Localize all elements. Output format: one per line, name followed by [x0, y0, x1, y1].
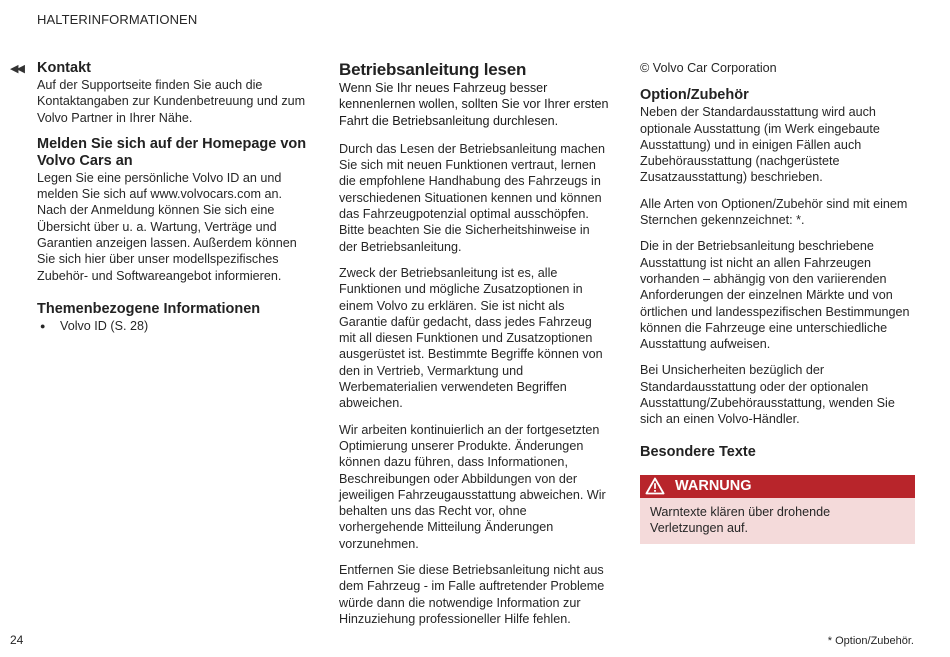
continued-icon: ◀◀: [10, 63, 23, 75]
options-paragraph-3: Die in der Betriebsanleitung beschriebene Ausstattung ist nicht an allen Fahrzeugen vorhanden – abhängig von den variierenden Anforderungen der einzelnen Märkte und von örtlichen und landesspezifischen Bestimmungen können die Fahrzeuge eine unterschiedliche Ausstattung aufweisen.: [640, 239, 910, 352]
contact-text: Auf der Supportseite finden Sie auch die Kontaktangaben zur Kundenbetreuung und zum Volvo Partner in Ihrer Nähe.: [37, 78, 306, 125]
options-heading: Option/Zubehör: [640, 87, 749, 104]
manual-intro: Wenn Sie Ihr neues Fahrzeug besser kennenlernen wollen, sollten Sie vor Ihrer ersten Fahrt die Betriebsanleitung durchlesen.: [339, 81, 609, 128]
options-paragraph-2: Alle Arten von Optionen/Zubehör sind mit einem Sternchen gekennzeichnet: *.: [640, 196, 908, 228]
column-right: [640, 60, 915, 544]
manual-paragraph-2: Zweck der Betriebsanleitung ist es, alle Funktionen und mögliche Zusatzoptionen in einem Volvo zu erklären. Sie ist nicht als Garantie dafür gedacht, dass jedes Fahrzeug mit all diesen Funktionen und Zusatzoptionen ausgerüstet ist. Bestimmte Begriffe können von den in Vertrieb, Vermarktung und Werbematerialien verwendeten Begriffen abweichen.: [339, 265, 603, 411]
warning-label: WARNUNG: [675, 477, 752, 494]
column-middle: [339, 60, 611, 637]
warning-header: [640, 475, 915, 498]
related-info-link-volvo-id[interactable]: ● Volvo ID (S. 28): [37, 318, 312, 334]
warning-box: [640, 475, 915, 545]
warning-triangle-icon: [645, 477, 665, 495]
manual-heading: Betriebsanleitung lesen: [339, 60, 527, 79]
page-header-title: HALTERINFORMATIONEN: [37, 12, 198, 27]
login-text: Legen Sie eine persönliche Volvo ID an und melden Sie sich auf www.volvocars.com an. Nach der Anmeldung können Sie sich eine Übersicht über u. a. Wartung, Verträge und Garantien anzeigen lassen. Außerdem können Sie sich hier über unser modellspezifisches Zubehör- und Softwareangebot informieren.: [37, 170, 297, 283]
copyright-text: © Volvo Car Corporation: [640, 61, 777, 75]
warning-text: Warntexte klären über drohende Verletzungen auf.: [640, 498, 915, 545]
contact-heading: Kontakt: [37, 60, 91, 76]
options-paragraph-1: Neben der Standardausstattung wird auch optionale Ausstattung (im Werk eingebaute Ausstattung) und in einigen Fällen auch Zubehörausstattung (nachgerüstete Zusatzausstattung) beschrieben.: [640, 105, 880, 185]
related-info-list: [37, 318, 312, 334]
options-paragraph-4: Bei Unsicherheiten bezüglich der Standardausstattung oder der optionalen Ausstattung/Zubehörausstattung, wenden Sie sich an einen Volvo-Händler.: [640, 363, 895, 427]
manual-paragraph-4: Entfernen Sie diese Betriebsanleitung nicht aus dem Fahrzeug - im Falle auftretender Probleme würde dann die notwendige Information zur Hinzuziehung professioneller Hilfe fehlen.: [339, 563, 605, 626]
page-number: 24: [10, 633, 24, 647]
login-heading: Melden Sie sich auf der Homepage von Volvo Cars an: [37, 135, 307, 169]
column-left: [37, 60, 312, 334]
footer-note: * Option/Zubehör.: [827, 635, 914, 647]
special-texts-heading: Besondere Texte: [640, 443, 756, 460]
manual-paragraph-1: Durch das Lesen der Betriebsanleitung machen Sie sich mit neuen Funktionen vertraut, lernen die empfohlene Handhabung des Fahrzeugs in verschiedenen Situationen kennen und können das Fahrzeugpotenzial optimal ausschöpfen. Bitte beachten Sie die Sicherheitshinweise in der Betriebsanleitung.: [339, 141, 606, 254]
related-info-heading: Themenbezogene Informationen: [37, 300, 261, 317]
manual-paragraph-3: Wir arbeiten kontinuierlich an der fortgesetzten Optimierung unserer Produkte. Änderungen können dazu führen, dass Informationen, Beschreibungen oder Abbildungen von der jeweiligen Fahrzeugausstattung abweichen. Wir behalten uns das Recht vor, ohne vorhergehende Mitteilung Änderungen vorzunehmen.: [339, 422, 606, 551]
